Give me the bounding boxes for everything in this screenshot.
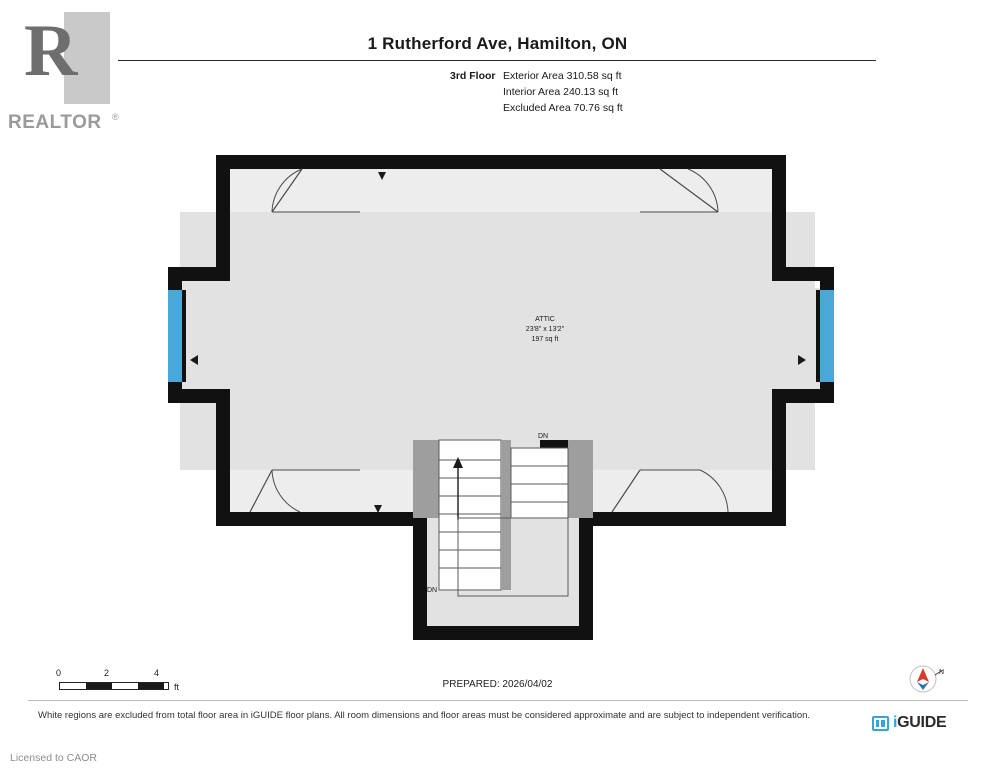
room-label-area: 197 sq ft	[531, 336, 559, 343]
page-title: 1 Rutherford Ave, Hamilton, ON	[367, 34, 628, 53]
stair-flight-down	[511, 448, 568, 518]
wall-right-upper	[772, 155, 786, 267]
scale-tick-1: 2	[104, 668, 110, 678]
window-left	[168, 290, 182, 382]
floor-label: 3rd Floor	[450, 70, 496, 82]
window-left-mullion	[182, 290, 186, 382]
iguide-logo-text	[893, 714, 946, 732]
exterior-area-text: Exterior Area 310.58 sq ft	[503, 70, 622, 82]
wall-bottom-left	[216, 512, 246, 526]
wall-bottom-right-2	[681, 512, 786, 526]
window-right	[820, 290, 834, 382]
scale-tick-2: 4	[154, 668, 160, 678]
wall-bottom-right	[593, 512, 681, 526]
wall-right-lower	[772, 389, 786, 526]
wall-left-upper	[216, 155, 230, 267]
excluded-area-text: Excluded Area 70.76 sq ft	[503, 102, 623, 114]
stair-shaft-right	[568, 440, 593, 518]
window-right-mullion	[816, 290, 820, 382]
realtor-logo-letter: R	[24, 10, 76, 92]
wall-bottom-left-2	[246, 512, 415, 526]
iguide-logo-text-i: i	[893, 714, 898, 731]
room-label-name: ATTIC	[535, 316, 555, 323]
stair-shaft-left	[413, 440, 439, 518]
stair-center-wall	[501, 440, 511, 590]
svg-text:N: N	[939, 669, 945, 676]
footer-divider	[28, 700, 968, 701]
licensed-to-text: Licensed to CAOR	[10, 752, 97, 764]
interior-area-fill-core	[190, 212, 805, 470]
stair-enclosure-wall-bottom	[413, 626, 593, 640]
stair-down-label-top: DN	[537, 433, 549, 440]
wall-top	[216, 155, 786, 169]
iguide-logo-text-rest: GUIDE	[897, 714, 947, 731]
realtor-logo-registered: ®	[112, 112, 119, 122]
iguide-logo-mark	[872, 716, 889, 731]
disclaimer-text: White regions are excluded from total floor area in iGUIDE floor plans. All room dimensions and floor areas must be considered approximate and are subject to independent verification.	[38, 710, 811, 721]
realtor-logo-wordmark: REALTOR	[8, 112, 102, 133]
scale-bar-unit: ft	[174, 682, 180, 692]
prepared-date: PREPARED: 2026/04/02	[442, 679, 553, 690]
iguide-logo	[872, 712, 970, 734]
interior-area-text: Interior Area 240.13 sq ft	[503, 86, 618, 98]
room-label-dimensions: 23'8" x 13'2"	[525, 326, 565, 333]
stair-down-label-bottom: DN	[426, 587, 438, 594]
scale-tick-0: 0	[56, 668, 62, 678]
wall-left-lower	[216, 389, 230, 526]
